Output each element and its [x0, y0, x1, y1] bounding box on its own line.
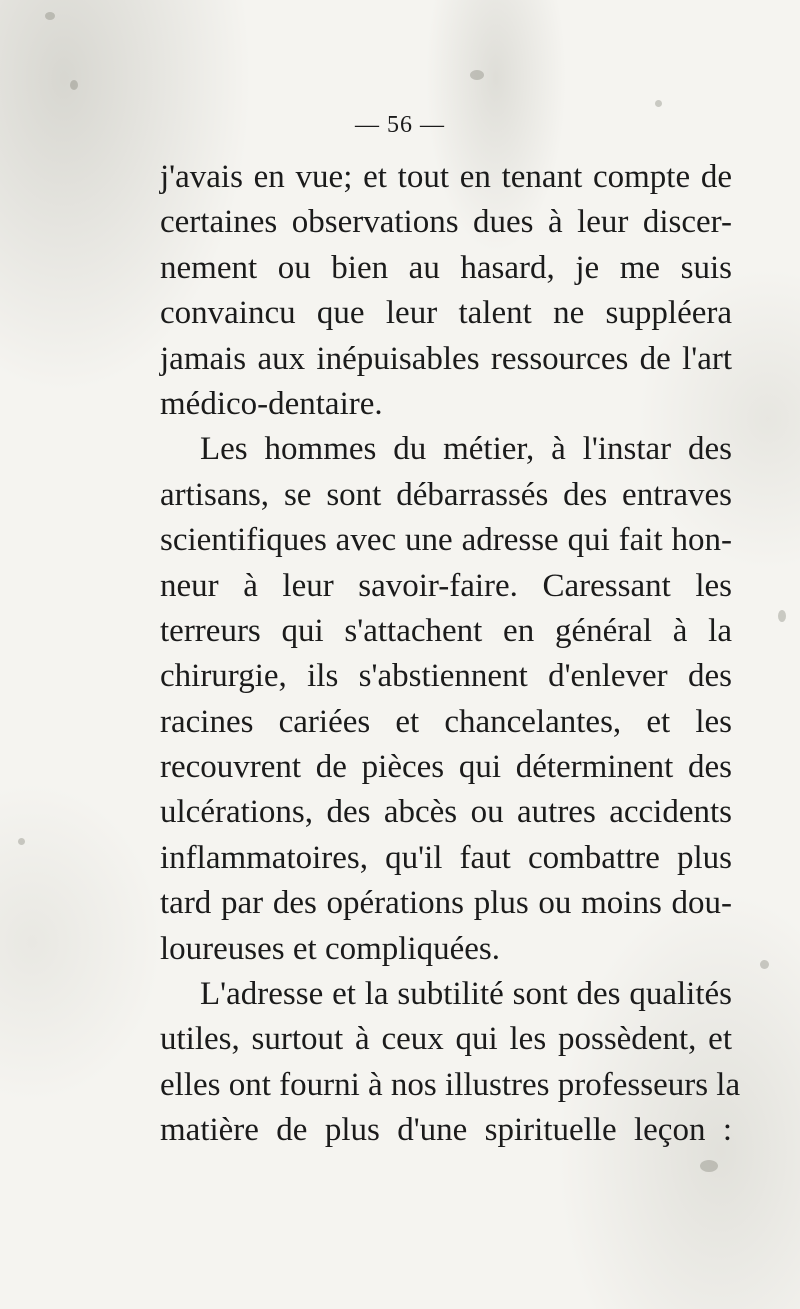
text-line: certaines observations dues à leur discer-	[160, 204, 732, 241]
text-line: matière de plus d'une spirituelle leçon :	[160, 1112, 732, 1149]
foxing-spot	[655, 100, 662, 107]
foxing-spot	[18, 838, 25, 845]
text-line: utiles, surtout à ceux qui les possèdent, et	[160, 1021, 732, 1058]
page-number: — 56 —	[355, 112, 445, 138]
foxing-spot	[45, 12, 55, 20]
text-line: terreurs qui s'attachent en général à la	[160, 612, 732, 649]
paragraph	[160, 972, 741, 1154]
text-line: recouvrent de pièces qui déterminent des	[160, 749, 732, 786]
text-line: artisans, se sont débarrassés des entraves	[160, 476, 732, 513]
text-line: scientifiques avec une adresse qui fait hon-	[160, 522, 732, 559]
text-line: racines cariées et chancelantes, et les	[160, 703, 732, 740]
text-line: neur à leur savoir-faire. Caressant les	[160, 567, 732, 604]
text-line: L'adresse et la subtilité sont des qualités	[200, 976, 732, 1013]
text-line: nement ou bien au hasard, je me suis	[160, 249, 732, 286]
foxing-spot	[700, 1160, 718, 1172]
text-line: inflammatoires, qu'il faut combattre plus	[160, 839, 732, 876]
paragraph	[160, 155, 732, 427]
text-line: loureuses et compliquées.	[160, 930, 500, 967]
text-line: elles ont fourni à nos illustres professeurs la	[160, 1066, 741, 1103]
text-line: j'avais en vue; et tout en tenant compte de	[160, 159, 732, 195]
text-line: tard par des opérations plus ou moins dou-	[160, 885, 732, 922]
text-line: ulcérations, des abcès ou autres accidents	[160, 794, 732, 831]
text-line: convaincu que leur talent ne suppléera	[160, 295, 732, 332]
foxing-spot	[778, 610, 786, 622]
foxing-spot	[70, 80, 78, 90]
body-text	[160, 155, 741, 1154]
text-line: chirurgie, ils s'abstiennent d'enlever des	[160, 658, 732, 695]
foxing-spot	[760, 960, 769, 969]
text-line: jamais aux inépuisables ressources de l'art	[160, 340, 732, 377]
text-line: médico-dentaire.	[160, 385, 383, 422]
text-line: Les hommes du métier, à l'instar des	[200, 431, 732, 468]
paragraph	[160, 427, 732, 972]
foxing-spot	[470, 70, 484, 80]
